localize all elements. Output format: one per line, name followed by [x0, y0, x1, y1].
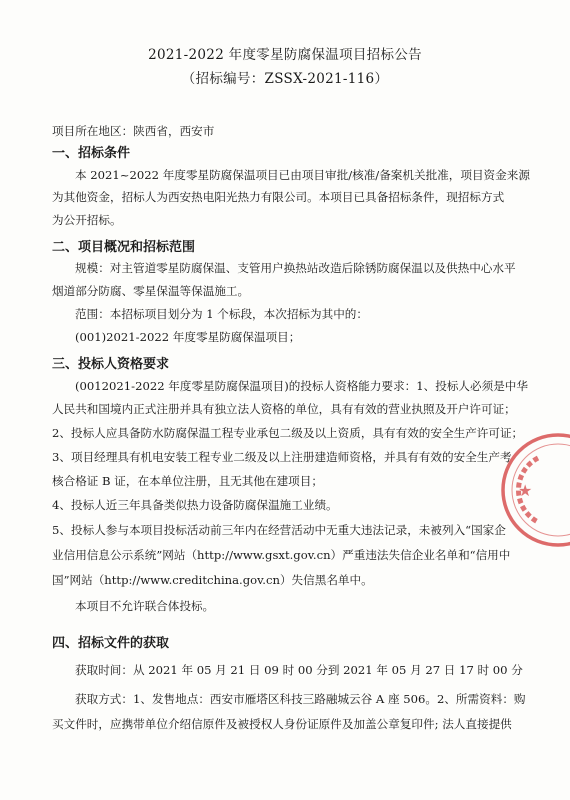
- paragraph-line: (0012021-2022 年度零星防腐保温项目)的投标人资格能力要求：1、投标人必须是中华: [75, 379, 528, 393]
- paragraph-line: (001)2021-2022 年度零星防腐保温项目；: [75, 330, 301, 344]
- paragraph-line: 4、投标人近三年具备类似热力设备防腐保温施工业绩。: [52, 498, 338, 512]
- section-1-heading: 一、招标条件: [52, 146, 131, 161]
- project-location: 项目所在地区：陕西省，西安市: [52, 124, 215, 138]
- section-3-heading: 三、投标人资格要求: [52, 357, 170, 372]
- paragraph-line: 2、投标人应具备防水防腐保温工程专业承包二级及以上资质，具有有效的安全生产许可证；: [52, 426, 524, 440]
- paragraph-line: 国”网站（http://www.creditchina.gov.cn）失信黑名单中。: [52, 573, 373, 587]
- project-number: （招标编号：ZSSX-2021-116）: [181, 71, 389, 87]
- paragraph-line: 规模：对主管道零星防腐保温、支管用户换热站改造后除锈防腐保温以及供热中心水平: [75, 261, 516, 275]
- section-2-heading: 二、项目概况和招标范围: [52, 240, 196, 255]
- paragraph-line: 本项目不允许联合体投标。: [75, 599, 215, 613]
- document-title: 2021-2022 年度零星防腐保温项目招标公告: [148, 47, 422, 63]
- paragraph-line: 业信用信息公示系统”网站（http://www.gsxt.gov.cn）严重违法失信企业名单和“信用中: [52, 548, 511, 562]
- paragraph-line: 本 2021~2022 年度零星防腐保温项目已由项目审批/核准/备案机关批准，项目资金来源: [75, 168, 530, 182]
- paragraph-line: 烟道部分防腐、零星保温等保温施工。: [52, 284, 250, 298]
- svg-text:★: ★: [518, 481, 533, 500]
- paragraph-line: 获取方式：1、发售地点：西安市雁塔区科技三路融城云谷 A 座 506。2、所需资料：购: [75, 692, 526, 706]
- paragraph-line: 获取时间：从 2021 年 05 月 21 日 09 时 00 分到 2021 年 05 月 27 日 17 时 00 分: [75, 663, 523, 677]
- paragraph-line: 为其他资金，招标人为西安热电阳光热力有限公司。本项目已具备招标条件，现招标方式: [52, 190, 505, 204]
- paragraph-line: 人民共和国境内正式注册并具有独立法人资格的单位，具有有效的营业执照及开户许可证；: [52, 402, 516, 416]
- paragraph-line: 范围：本招标项目划分为 1 个标段，本次招标为其中的：: [75, 307, 368, 321]
- paragraph-line: 3、项目经理具有机电安装工程专业二级及以上注册建造师资格，并具有有效的安全生产考: [52, 450, 512, 464]
- paragraph-line: 买文件时，应携带单位介绍信原件及被授权人身份证原件及加盖公章复印件; 法人直接提供: [52, 717, 512, 731]
- section-4-heading: 四、招标文件的获取: [52, 636, 170, 651]
- paragraph-line: 为公开招标。: [52, 213, 122, 227]
- official-seal-stamp: [498, 430, 570, 550]
- paragraph-line: 5、投标人参与本项目投标活动前三年内在经营活动中无重大违法记录，未被列入“国家企: [52, 523, 506, 537]
- paragraph-line: 核合格证 B 证，在本单位注册，且无其他在建项目；: [52, 474, 323, 488]
